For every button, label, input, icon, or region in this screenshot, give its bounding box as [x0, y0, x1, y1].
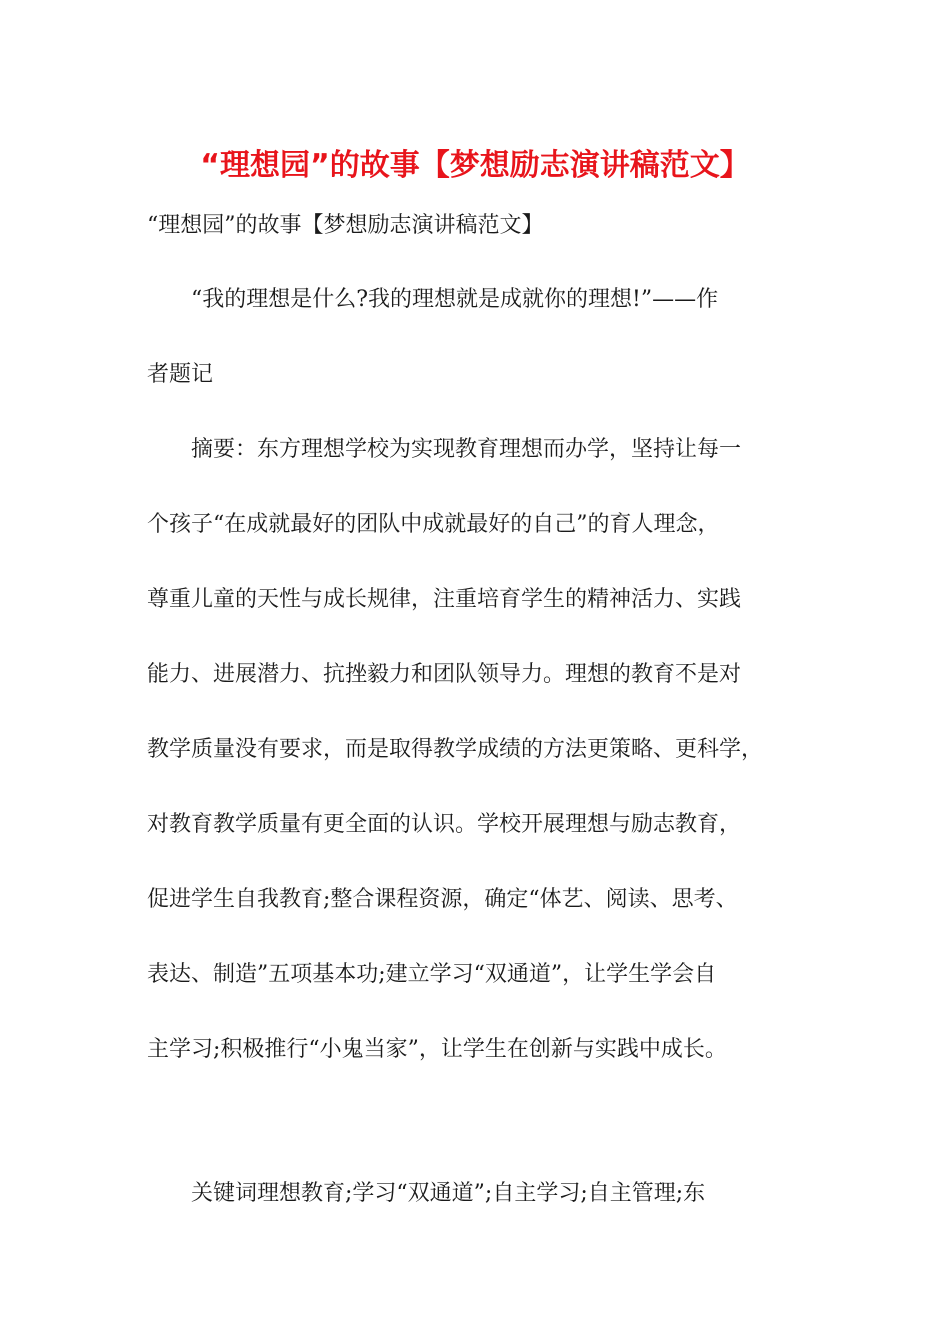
abstract-line: 对教育教学质量有更全面的认识。学校开展理想与励志教育， — [147, 812, 742, 837]
document-title: “理想园”的故事【梦想励志演讲稿范文】 — [200, 148, 750, 183]
abstract-line: 教学质量没有要求，而是取得教学成绩的方法更策略、更科学， — [147, 737, 764, 762]
abstract-line: 个孩子“在成就最好的团队中成就最好的自己”的育人理念， — [147, 512, 720, 537]
epigraph-line: “我的理想是什么?我的理想就是成就你的理想!”——作 — [191, 287, 719, 312]
abstract-line: 尊重儿童的天性与成长规律，注重培育学生的精神活力、实践 — [147, 587, 742, 612]
abstract-line: 能力、进展潜力、抗挫毅力和团队领导力。理想的教育不是对 — [147, 662, 742, 687]
abstract-line: 摘要：东方理想学校为实现教育理想而办学，坚持让每一 — [191, 437, 742, 462]
keywords-line: 关键词理想教育;学习“双通道”;自主学习;自主管理;东 — [191, 1181, 706, 1206]
keywords-paragraph — [147, 1178, 812, 1253]
abstract-line: 主学习;积极推行“小鬼当家”，让学生在创新与实践中成长。 — [147, 1037, 727, 1062]
epigraph-line: 者题记 — [147, 362, 214, 387]
abstract-paragraph — [147, 434, 812, 1109]
document-subtitle: “理想园”的故事【梦想励志演讲稿范文】 — [147, 213, 544, 238]
abstract-line: 表达、制造”五项基本功;建立学习“双通道”，让学生学会自 — [147, 962, 717, 987]
abstract-line: 促进学生自我教育;整合课程资源，确定“体艺、阅读、思考、 — [147, 887, 738, 912]
epigraph-paragraph — [147, 284, 812, 434]
